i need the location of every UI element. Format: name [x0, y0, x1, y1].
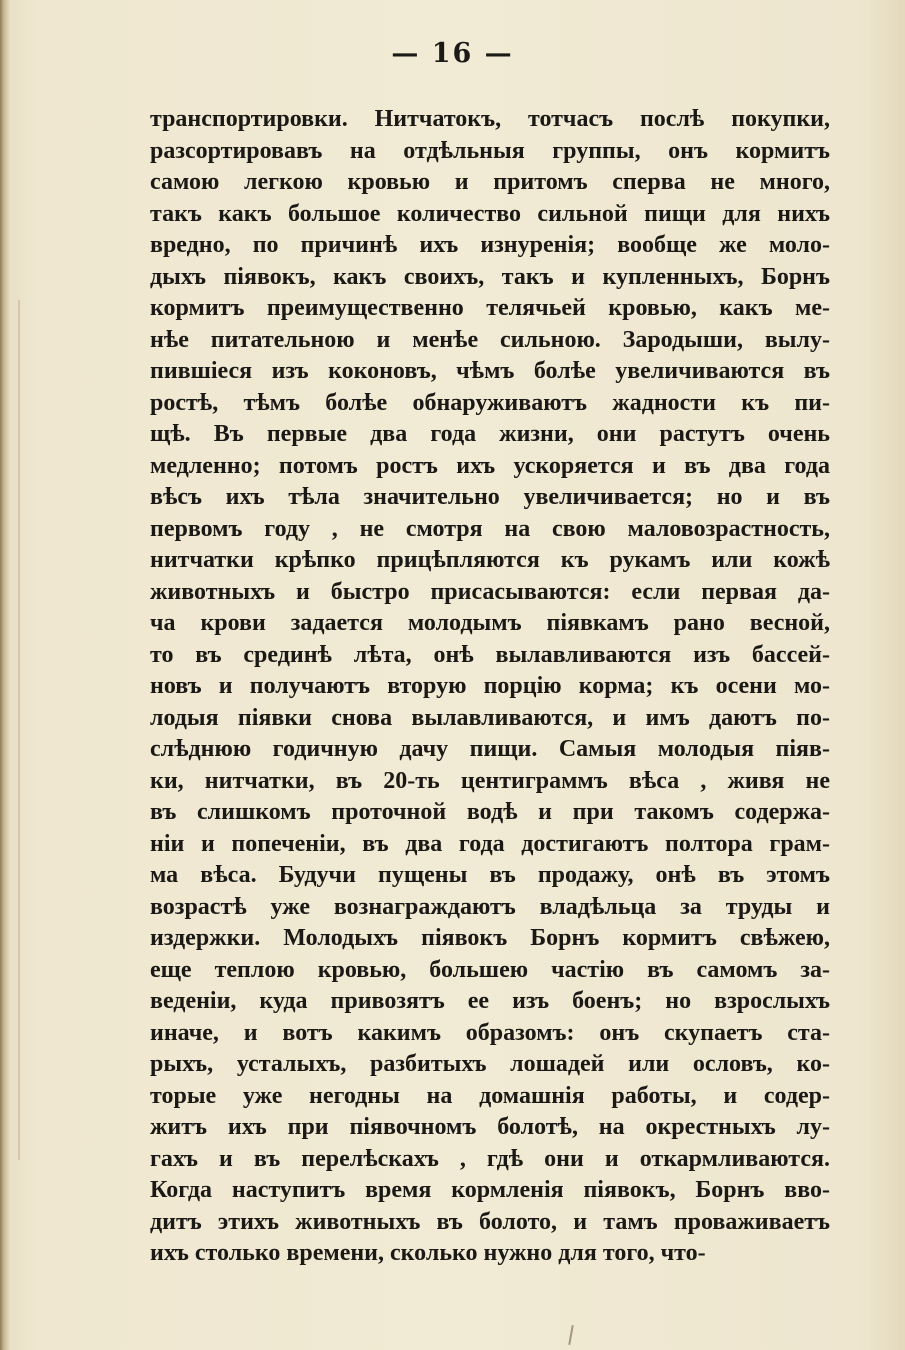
text-line: ніи и попеченіи, въ два года достигаютъ полтора грам- — [150, 830, 830, 857]
text-line: возрастѣ уже вознаграждаютъ владѣльца за труды и — [150, 893, 830, 920]
text-line: рыхъ, усталыхъ, разбитыхъ лошадей или ословъ, ко- — [150, 1051, 830, 1077]
text-line: дыхъ піявокъ, какъ своихъ, такъ и купленныхъ, Борнъ — [150, 263, 830, 290]
text-line: ма вѣса. Будучи пущены въ продажу, онѣ въ этомъ — [150, 862, 830, 888]
text-line: ростѣ, тѣмъ болѣе обнаруживаютъ жадности къ пи- — [150, 389, 830, 416]
text-line: пившіеся изъ коконовъ, чѣмъ болѣе увеличиваются въ — [150, 358, 830, 384]
page-binding-edge — [0, 0, 10, 1350]
text-line: Когда наступитъ время кормленія піявокъ, Борнъ вво- — [150, 1177, 830, 1203]
text-line: въ слишкомъ проточной водѣ и при такомъ содержа- — [150, 799, 830, 825]
text-line: нѣе питательною и менѣе сильною. Зародыши, вылу- — [150, 326, 830, 353]
text-line: слѣднюю годичную дачу пищи. Самыя молодыя піяв- — [150, 736, 830, 762]
text-line: кормитъ преимущественно телячьей кровью, какъ ме- — [150, 295, 830, 321]
text-line: веденіи, куда привозятъ ее изъ боенъ; но взрослыхъ — [150, 988, 830, 1014]
text-line: вредно, по причинѣ ихъ изнуренія; вообще же моло- — [150, 232, 830, 258]
text-line: торые уже негодны на домашнія работы, и содер- — [150, 1082, 830, 1109]
ink-mark — [568, 1325, 573, 1345]
text-line: транспортировки. Нитчатокъ, тотчасъ послѣ покупки, — [150, 106, 830, 132]
text-line: издержки. Молодыхъ піявокъ Борнъ кормитъ свѣжею, — [150, 925, 830, 951]
text-line: лодыя піявки снова вылавливаются, и имъ даютъ по- — [150, 704, 830, 731]
text-line: щѣ. Въ первые два года жизни, они растутъ очень — [150, 421, 830, 447]
text-line: дитъ этихъ животныхъ въ болото, и тамъ проваживаетъ — [150, 1208, 830, 1235]
page-number: — 16 — — [391, 38, 514, 69]
text-line: нитчатки крѣпко прицѣпляются къ рукамъ или кожѣ — [150, 547, 830, 573]
text-line: ихъ столько времени, сколько нужно для того, что- — [150, 1240, 706, 1266]
text-line: разсортировавъ на отдѣльныя группы, онъ кормитъ — [150, 137, 830, 164]
text-line: гахъ и въ перелѣскахъ , гдѣ они и откармливаются. — [150, 1145, 830, 1172]
text-line: самою легкою кровью и притомъ сперва не много, — [150, 169, 830, 195]
text-line: такъ какъ большое количество сильной пищи для нихъ — [150, 200, 830, 227]
page-fold-mark — [18, 300, 20, 1160]
text-line: новъ и получаютъ вторую порцію корма; къ осени мо- — [150, 673, 830, 699]
text-line: ки, нитчатки, въ 20-ть центиграммъ вѣса , живя не — [150, 767, 830, 794]
text-line: иначе, и вотъ какимъ образомъ: онъ скупаетъ ста- — [150, 1019, 830, 1046]
text-line: ча крови задается молодымъ піявкамъ рано весной, — [150, 610, 830, 636]
text-line: то въ срединѣ лѣта, онѣ вылавливаются изъ бассей- — [150, 641, 830, 668]
text-line: житъ ихъ при піявочномъ болотѣ, на окрестныхъ лу- — [150, 1114, 830, 1140]
text-line: еще теплою кровью, большею частію въ самомъ за- — [150, 956, 830, 983]
text-line: первомъ году , не смотря на свою маловозрастность, — [150, 515, 830, 542]
text-line: вѣсъ ихъ тѣла значительно увеличивается; но и въ — [150, 484, 830, 510]
text-line: медленно; потомъ ростъ ихъ ускоряется и въ два года — [150, 452, 830, 479]
body-text — [150, 104, 830, 1270]
text-line: животныхъ и быстро присасываются: если первая да- — [150, 578, 830, 605]
